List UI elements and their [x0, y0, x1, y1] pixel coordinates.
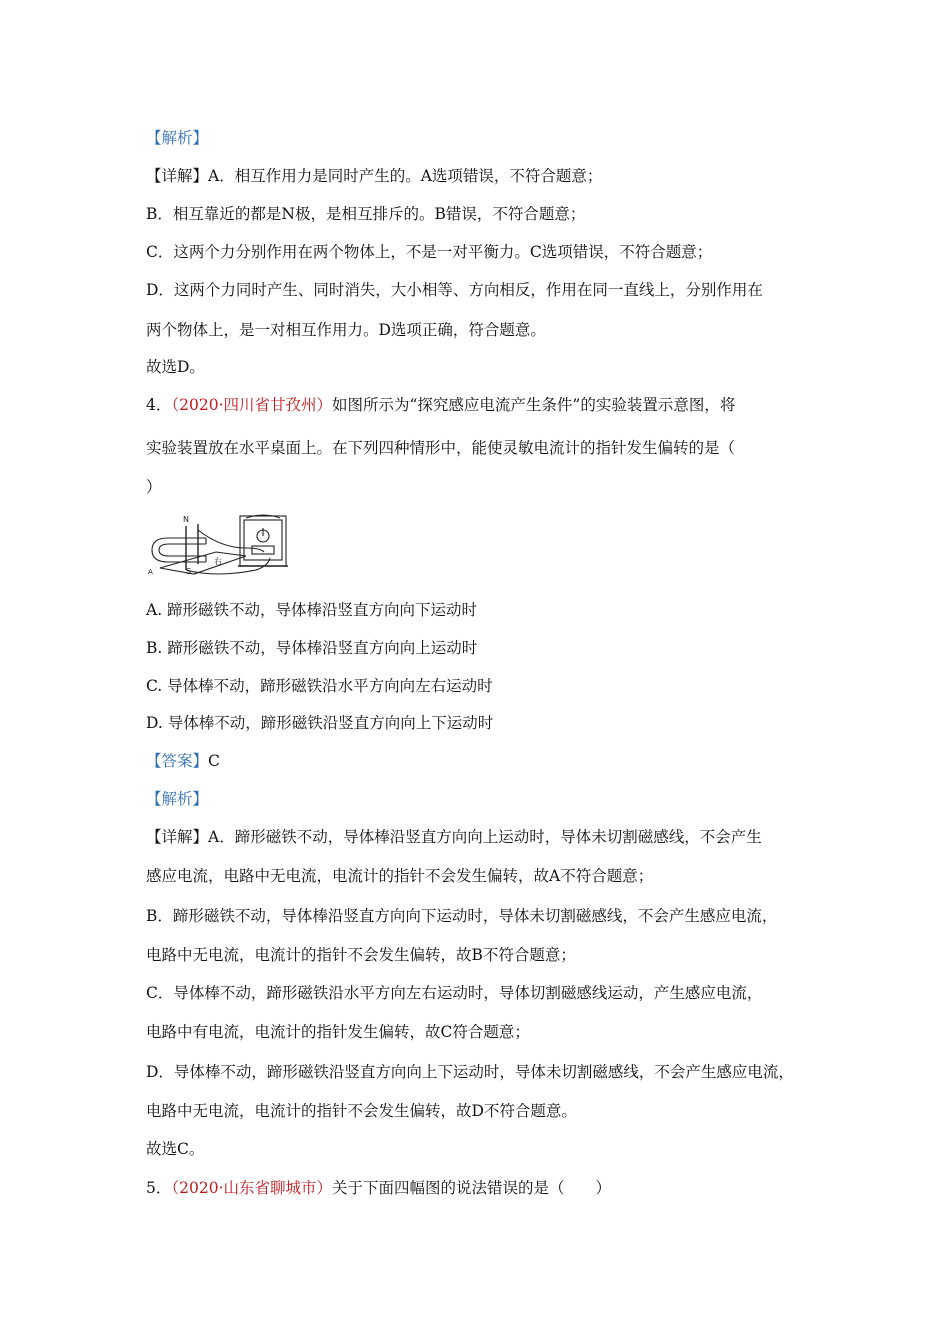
label-right: 右: [214, 557, 222, 566]
detail-line: C．导体棒不动，蹄形磁铁沿水平方向左右运动时，导体切割磁感线运动，产生感应电流，: [146, 984, 763, 1002]
detail-line: 【详解】A．相互作用力是同时产生的。A选项错误，不符合题意；: [146, 167, 603, 185]
detail-line: 电路中无电流，电流计的指针不会发生偏转，故B不符合题意；: [146, 946, 576, 964]
detail-label: 【详解】: [146, 167, 209, 185]
question-number: 4．: [146, 396, 172, 414]
analysis-label: 【解析】: [146, 129, 209, 147]
conclusion-line: 故选D。: [146, 358, 205, 376]
answer-label: 【答案】: [146, 752, 209, 770]
experiment-apparatus-figure: [146, 508, 302, 578]
option-c: C. 导体棒不动，蹄形磁铁沿水平方向向左右运动时: [146, 677, 493, 695]
option-d: D. 导体棒不动，蹄形磁铁沿竖直方向向上下运动时: [146, 714, 494, 732]
question-4-stem-line-2: 实验装置放在水平桌面上。在下列四种情形中，能使灵敏电流计的指针发生偏转的是（: [146, 439, 736, 457]
detail-label: 【详解】: [146, 828, 209, 846]
detail-line: B．相互靠近的都是N极，是相互排斥的。B错误，不符合题意；: [146, 205, 586, 223]
detail-line: 两个物体上，是一对相互作用力。D选项正确，符合题意。: [146, 321, 546, 339]
detail-line: C．这两个力分别作用在两个物体上，不是一对平衡力。C选项错误，不符合题意；: [146, 243, 713, 261]
detail-line: B．蹄形磁铁不动，导体棒沿竖直方向向下运动时，导体未切割磁感线，不会产生感应电流，: [146, 907, 778, 925]
label-a: A: [148, 568, 153, 576]
detail-line: D．导体棒不动，蹄形磁铁沿竖直方向向上下运动时，导体未切割磁感线，不会产生感应电流，: [146, 1063, 794, 1081]
detail-line: D．这两个力同时产生、同时消失，大小相等、方向相反，作用在同一直线上，分别作用在: [146, 281, 763, 299]
option-b: B. 蹄形磁铁不动，导体棒沿竖直方向向上运动时: [146, 639, 478, 657]
answer-value: C: [208, 752, 220, 770]
answer-line: [146, 751, 220, 771]
detail-line: 电路中无电流，电流计的指针不会发生偏转，故D不符合题意。: [146, 1102, 577, 1120]
apparatus-drawing: [146, 508, 302, 578]
question-number: 5．: [146, 1179, 172, 1197]
question-source: （2020·四川省甘孜州）: [171, 396, 332, 414]
label-s: S: [186, 567, 192, 576]
analysis-label: 【解析】: [146, 790, 209, 808]
detail-line: 电路中有电流，电流计的指针发生偏转，故C符合题意；: [146, 1023, 530, 1041]
question-4-stem: 4．（2020·四川省甘孜州）如图所示为“探究感应电流产生条件”的实验装置示意图，将: [146, 396, 736, 414]
conclusion-line: 故选C。: [146, 1140, 205, 1158]
question-5-stem: 5．（2020·山东省聊城市）关于下面四幅图的说法错误的是（ ）: [146, 1179, 612, 1197]
question-4-stem-line-3: ）: [146, 478, 162, 496]
detail-line: 【详解】A．蹄形磁铁不动，导体棒沿竖直方向向上运动时，导体未切割磁感线，不会产生: [146, 828, 762, 846]
label-n: N: [183, 515, 189, 524]
option-a: A. 蹄形磁铁不动，导体棒沿竖直方向向下运动时: [146, 601, 478, 619]
question-source: （2020·山东省聊城市）: [171, 1179, 332, 1197]
detail-line: 感应电流，电路中无电流，电流计的指针不会发生偏转，故A不符合题意；: [146, 867, 654, 885]
